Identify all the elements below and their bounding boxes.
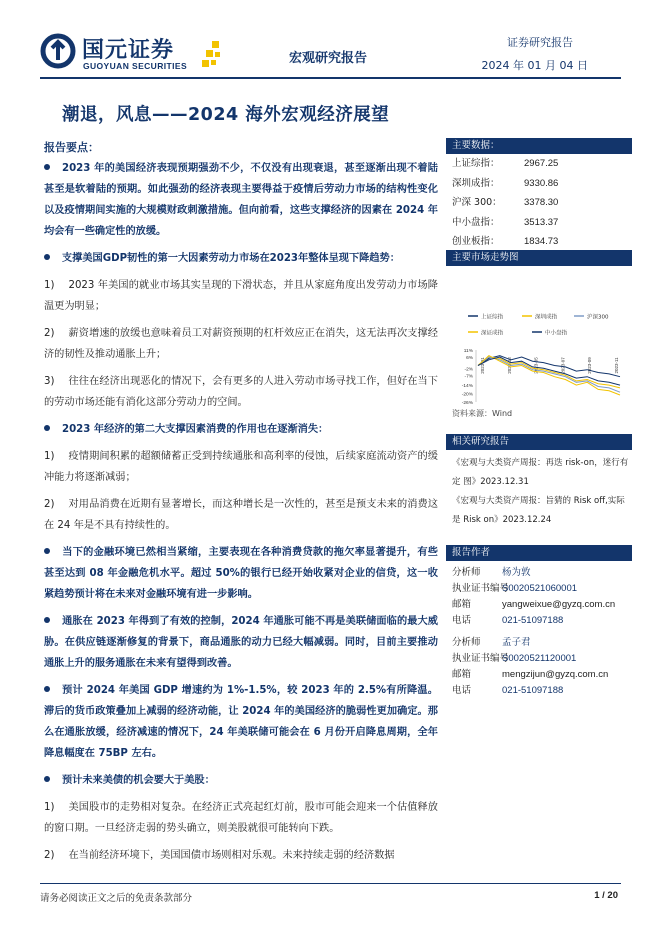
paragraph-text: 对用品消费在近期有显著增长，而这种增长是一次性的，甚至是预支未来的消费这在 24 年是不具有持续性的。 (44, 499, 438, 531)
paragraph-text: 疫情期间积累的超额储蓄正受到持续通胀和高利率的侵蚀，后续家庭流动资产的缓冲能力将逐渐减弱； (44, 451, 438, 483)
author-field (446, 651, 632, 667)
legend-label: 深圳成指 (535, 314, 558, 321)
page-number: 1 / 20 (594, 890, 618, 901)
main-data-row (446, 213, 632, 233)
summary-paragraph (44, 680, 438, 764)
bullet-icon (44, 776, 50, 782)
main-data-heading: 主要数据： (446, 138, 632, 154)
company-logo (40, 33, 220, 73)
summary-paragraph (44, 797, 438, 839)
x-tick-label: 2023-01 (480, 357, 485, 374)
bullet-icon (44, 254, 50, 260)
main-data-row (446, 174, 632, 194)
legend-label: 中小盘指 (545, 330, 568, 337)
authors-heading: 报告作者 (446, 545, 632, 561)
market-trend-chart-svg (446, 282, 632, 404)
summary-paragraph (44, 446, 438, 488)
author-field-label: 执业证书编号 (452, 583, 510, 594)
main-data-row (446, 193, 632, 213)
summary-paragraph (44, 275, 438, 317)
paragraph-text: 通胀在 2023 年得到了有效的控制，2024 年通胀可能不再是美联储面临的最大威胁。在供应链逐渐修复的背景下，商品通胀的动力已经大幅减弱。同时，目前主要推动通胀上升的服务通胀在未来有望得到改善。 (44, 616, 438, 669)
summary-paragraph (44, 770, 438, 791)
summary-paragraph (44, 845, 438, 866)
list-number: 1) (44, 802, 55, 813)
author-field-label: 邮箱 (452, 599, 472, 610)
summary-paragraphs (44, 158, 438, 866)
author-field-value[interactable]: mengzijun@gyzq.com.cn (502, 669, 609, 680)
document-type: 宏观研究报告 (289, 51, 368, 66)
y-tick-label: 11% (463, 349, 473, 354)
paragraph-text: 2023 年的美国经济表现预期强劲不少，不仅没有出现衰退，甚至逐渐出现不着陆甚至是软着陆的预期。如此强劲的经济表现主要得益于疫情后劳动力市场的结构性变化以及疫情期间实施的大规模财政刺激措施。但向前看，这些支撑经济的因素在 2024 年均会有一些确定性的放缓。 (44, 163, 438, 237)
y-tick-label: -26% (461, 401, 473, 404)
index-value: 3378.30 (524, 197, 559, 208)
list-number: 2) (44, 499, 55, 510)
related-research-heading: 相关研究报告 (446, 434, 632, 450)
index-name: 创业板指： (452, 236, 500, 247)
summary-paragraph (44, 371, 438, 413)
y-tick-label: -20% (461, 392, 473, 398)
related-report-2[interactable]: 《宏观与大类资产周报：旨猜的 Risk off,实际是 Risk on》2023.12.24 (452, 496, 625, 525)
x-tick-label: 2023-07 (560, 357, 566, 374)
summary-paragraph (44, 611, 438, 674)
author-field (446, 683, 632, 699)
y-tick-label: -7% (464, 374, 473, 380)
author-field-label: 分析师 (452, 567, 481, 578)
summary-section (44, 139, 438, 872)
page-header (0, 0, 661, 84)
logo-squares-icon (202, 41, 224, 67)
bullet-icon (44, 548, 50, 554)
paragraph-text: 当下的金融环境已然相当紧缩，主要表现在各种消费贷款的拖欠率显著提升，有些甚至达到 08 年金融危机水平。超过 50%的银行已经开始收紧对企业的信贷，这一收紧趋势预计将在未来对金融环境有进一步影响。 (44, 547, 438, 600)
paragraph-text: 预计未来美债的机会要大于美股： (62, 775, 215, 786)
paragraph-text: 往往在经济出现恶化的情况下，会有更多的人进入劳动市场寻找工作，但好在当下的劳动市场还能有消化这部分劳动力的空间。 (44, 376, 438, 408)
index-value: 1834.73 (524, 236, 559, 247)
author-field-label: 电话 (452, 615, 472, 626)
author-field-label: 执业证书编号 (452, 653, 510, 664)
summary-paragraph (44, 248, 438, 269)
summary-paragraph (44, 323, 438, 365)
author-block (446, 635, 632, 699)
chart-source: 资料来源：Wind (452, 409, 513, 418)
main-data-panel (446, 138, 632, 252)
author-block (446, 565, 632, 629)
y-tick-label: -2% (464, 367, 473, 373)
y-tick-label: 6% (466, 356, 473, 362)
summary-paragraph (44, 542, 438, 605)
index-name: 沪深 300： (452, 197, 502, 208)
author-field-value: 孟子君 (502, 637, 531, 648)
paragraph-text: 美国股市的走势相对复杂。在经济正式亮起红灯前，股市可能会迎来一个估值释放的窗口期。一旦经济走弱的势头确立，则美股就很可能转向下跌。 (44, 802, 438, 834)
index-value: 2967.25 (524, 158, 559, 169)
main-data-list (446, 154, 632, 252)
authors-list (446, 565, 632, 699)
market-trend-chart (446, 282, 632, 404)
related-research-list (446, 454, 632, 530)
author-field-label: 电话 (452, 685, 472, 696)
author-field (446, 565, 632, 581)
market-trend-panel (446, 250, 632, 419)
index-name: 中小盘指： (452, 216, 500, 228)
paragraph-text: 支撑美国GDP韧性的第一大因素劳动力市场在2023年整体呈现下降趋势： (62, 253, 400, 264)
index-value: 9330.86 (524, 177, 559, 189)
index-value: 3513.37 (524, 216, 559, 228)
author-field-value: 021-51097188 (502, 685, 564, 696)
x-tick-label: 2023-09 (587, 357, 593, 374)
paragraph-text: 在当前经济环境下，美国国债市场则相对乐观。未来持续走弱的经济数据 (68, 850, 395, 861)
author-field-value: S0020521120001 (502, 653, 577, 664)
report-date: 2024 年 01 月 04 日 (481, 59, 588, 72)
bullet-icon (44, 425, 50, 431)
author-field (446, 597, 632, 613)
authors-panel (446, 545, 632, 699)
list-number: 3) (44, 376, 55, 387)
report-title: 潮退，风息——2024 海外宏观经济展望 (62, 105, 390, 125)
main-data-row (446, 154, 632, 174)
list-number: 1) (44, 451, 55, 462)
related-report-1[interactable]: 《宏观与大类资产周报：再迭 risk-on，迷行有定 图》2023.12.31 (452, 458, 629, 487)
footer-divider (40, 883, 621, 884)
author-field-label: 邮箱 (452, 669, 472, 680)
footer-disclaimer: 请务必阅读正文之后的免责条款部分 (40, 893, 193, 904)
report-series: 证券研究报告 (507, 36, 573, 49)
market-trend-heading: 主要市场走势图 (446, 250, 632, 266)
paragraph-text: 预计 2024 年美国 GDP 增速约为 1%-1.5%，较 2023 年的 2.5%有所降温。滞后的货币政策叠加上减弱的经济动能，让 2024 年的美国经济的脆弱性更加确定。那么在通胀放缓，经济减速的情况下，24 年美联储可能会在 6 月份开启降息周期，全年降息幅度在 75BP 左右。 (44, 685, 438, 759)
logo-name: 国元证券 (82, 38, 175, 63)
author-field (446, 581, 632, 597)
x-tick-label: 2023-11 (614, 357, 619, 374)
summary-label: 报告要点： (44, 141, 99, 154)
y-tick-label: -14% (461, 384, 473, 390)
paragraph-text: 薪资增速的放缓也意味着员工对薪资预期的杠杆效应正在消失，这无法再次支撑经济的韧性及推动通胀上升； (44, 328, 438, 360)
bullet-icon (44, 617, 50, 623)
list-number: 2) (44, 850, 55, 861)
author-field-label: 分析师 (452, 637, 481, 648)
index-name: 上证综指： (452, 158, 500, 169)
author-field-value: 021-51097188 (502, 615, 564, 626)
index-name: 深圳成指： (452, 177, 500, 189)
logo-mark-icon (40, 33, 76, 69)
author-field (446, 635, 632, 651)
x-tick-label: 2023-03 (506, 357, 512, 374)
author-field-value[interactable]: yangweixue@gyzq.com.cn (502, 599, 616, 610)
summary-paragraph (44, 158, 438, 242)
list-number: 1) (44, 280, 55, 291)
logo-english-name: GUOYUAN SECURITIES (83, 61, 188, 71)
summary-paragraph (44, 494, 438, 536)
legend-label: 深证成指 (481, 330, 504, 337)
author-field-value: 杨为敦 (502, 567, 531, 578)
author-field (446, 667, 632, 683)
main-data-row (446, 232, 632, 252)
summary-paragraph (44, 419, 438, 440)
list-number: 2) (44, 328, 55, 339)
paragraph-text: 2023 年经济的第二大支撑因素消费的作用也在逐渐消失： (62, 424, 329, 435)
related-research-panel (446, 434, 632, 530)
header-divider (40, 77, 621, 79)
x-tick-label: 2023-05 (533, 357, 539, 374)
paragraph-text: 2023 年美国的就业市场其实呈现的下滑状态，并且从家庭角度出发劳动力市场降温更为明显； (44, 280, 438, 312)
bullet-icon (44, 686, 50, 692)
author-field-value: S0020521060001 (502, 583, 578, 594)
author-field (446, 613, 632, 629)
bullet-icon (44, 164, 50, 170)
legend-label: 沪深300 (587, 314, 609, 321)
series-line (478, 356, 620, 395)
legend-label: 上证综指 (481, 314, 504, 321)
